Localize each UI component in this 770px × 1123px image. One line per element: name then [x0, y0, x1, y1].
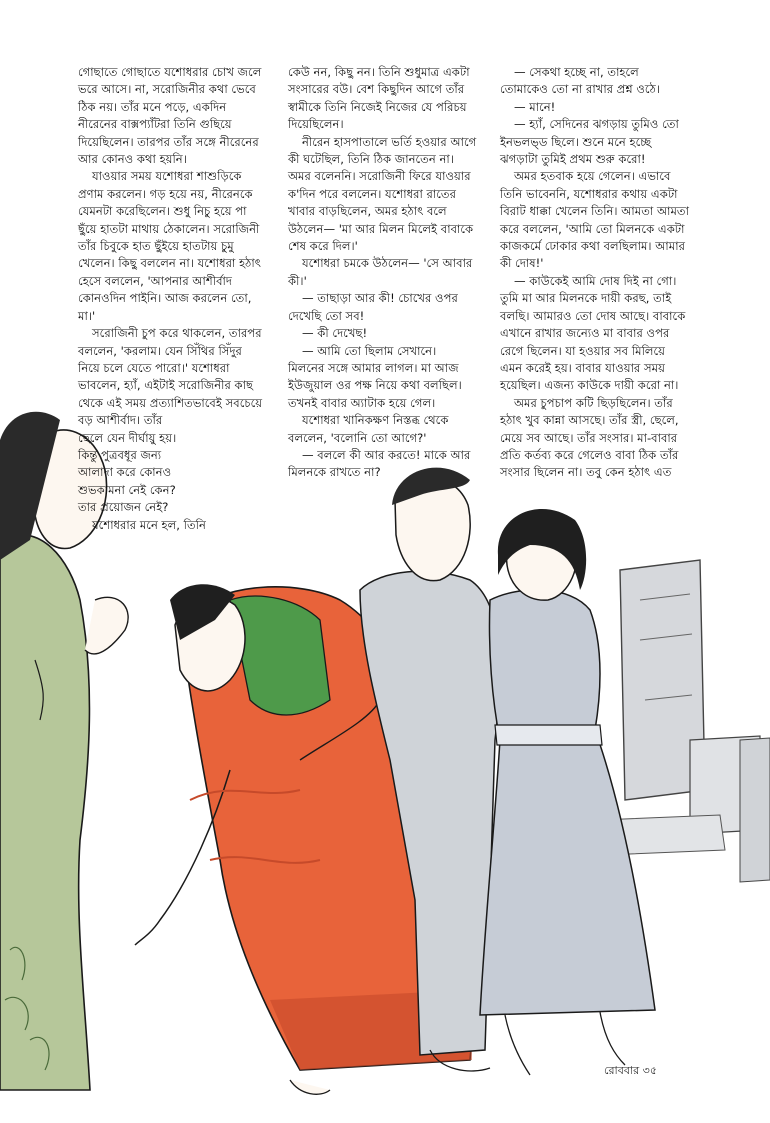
text-line: বিরাট ধাক্কা খেলেন তিনি। আমতা আমতা: [500, 204, 689, 219]
text-line: হয়েছিল। এজন্য কাউকে দায়ী করো না।: [500, 378, 679, 393]
text-line: মেয়ে সব আছে। তাঁর সংসার। মা-বাবার: [500, 430, 678, 445]
text-line: যশোধরার মনে হল, তিনি: [92, 517, 206, 532]
text-line: অমর চুপচাপ কটি ছিড়ছিলেন। তাঁর: [514, 395, 673, 410]
text-line: থেকে এই সময় প্রত্যাশিতভাবেই সবচেয়ে: [78, 395, 263, 410]
text-column-3: [500, 64, 700, 482]
text-line: তিনি ভাবেননি, যশোধরার কথায় একটা: [500, 186, 678, 201]
text-line: গোছাতে গোছাতে যশোধরার চোখ জলে: [78, 65, 262, 79]
text-line: খেলেন। কিছু বললেন না। যশোধরা হঠাৎ: [78, 256, 261, 271]
text-line: আলাদা করে কোনও: [78, 465, 172, 480]
text-line: ঠিক নয়। তাঁর মনে পড়ে, একদিন: [78, 99, 227, 114]
text-line: ক'দিন পরে বললেন। যশোধরা রাতের: [288, 186, 456, 201]
text-line: তাঁর চিবুকে হাত ছুঁইয়ে হাতটায় চুমু: [78, 239, 234, 254]
text-line: মিলনের সঙ্গে আমার লাগল। মা আজ: [288, 360, 459, 375]
text-line: — আমি তো ছিলাম সেখানে।: [302, 343, 437, 358]
text-line: কোনওদিন পাইনি। আজ করলেন তো,: [78, 291, 252, 306]
text-line: সংসার ছিলেন না। তবু কেন হঠাৎ এত: [500, 465, 672, 480]
text-line: কেউ নন, কিছু নন। তিনি শুধুমাত্র একটা: [288, 65, 470, 79]
text-line: — হ্যাঁ, সেদিনের ঝগড়ায় তুমিও তো: [514, 117, 679, 132]
text-line: করে বললেন, 'আমি তো মিলনকে একটা: [500, 221, 685, 236]
text-line: বললেন, 'করলাম। যেন সিঁথির সিঁদুর: [78, 343, 242, 358]
text-line: তুমি মা আর মিলনকে দায়ী করছ, তাই: [500, 291, 672, 306]
text-line: মা।': [78, 308, 96, 323]
text-line: যেমনটা করেছিলেন। শুধু নিচু হয়ে পা: [78, 204, 247, 219]
text-line: কী দোষ!': [500, 256, 544, 271]
page-footer: রোববার ৩৫: [604, 1064, 657, 1077]
text-line: নিয়ে চলে যেতে পারো।' যশোধরা: [78, 360, 230, 375]
text-column-1: [78, 64, 274, 534]
text-line: অমর বলেননি। সরোজিনী ফিরে যাওয়ার: [288, 169, 471, 184]
text-line: ইউজুয়াল ওর পক্ষ নিয়ে কথা বলছিল।: [288, 378, 462, 393]
text-line: দেখেছি তো সব!: [288, 308, 365, 323]
text-line: যাওয়ার সময় যশোধরা শাশুড়িকে: [92, 169, 242, 184]
text-line: হঠাৎ খুব কান্না আসছে। তাঁর স্ত্রী, ছেলে,: [500, 413, 679, 428]
text-line: প্রতি কর্তব্য করে গেলেও বাবা ঠিক তাঁর: [500, 447, 679, 462]
text-line: ঝগড়াটা তুমিই প্রথম শুরু করো!: [500, 152, 646, 167]
cabinet-drawing: [600, 560, 770, 882]
text-line: এমন করেই হয়। বাবার যাওয়ার সময়: [500, 360, 665, 375]
text-line: রেগে ছিলেন। যা হওয়ার সব মিলিয়ে: [500, 343, 666, 358]
text-line: ইনভলভ্ড ছিলে। শুনে মনে হচ্ছে: [500, 134, 652, 149]
text-line: স্বামীকে তিনি নিজেই নিজের যে পরিচয়: [288, 99, 467, 114]
text-column-2: [288, 64, 484, 482]
text-line: কী।': [288, 273, 307, 288]
text-line: তার প্রয়োজন নেই?: [78, 500, 169, 515]
text-line: দিয়েছিলেন। তারপর তাঁর সঙ্গে নীরেনের: [78, 134, 259, 149]
text-line: — মানে!: [514, 99, 556, 114]
text-line: ছুঁয়ে হাতটা মাথায় ঠেকালেন। সরোজিনী: [78, 221, 260, 236]
text-line: বললেন, 'বলোনি তো আগে?': [288, 430, 427, 445]
text-line: বলছি। আমারও তো দোষ আছে। বাবাকে: [500, 308, 686, 323]
text-line: — কী দেখেছ!: [302, 326, 368, 341]
text-line: কাজকর্মে ঢোকার কথা বলছিলাম। আমার: [500, 239, 685, 254]
text-line: — সেকথা হচ্ছে না, তাহলে: [514, 65, 639, 79]
text-line: সংসারের বউ। বেশ কিছুদিন আগে তাঁর: [288, 82, 465, 97]
text-line: তখনই বাবার অ্যাটাক হয়ে গেল।: [288, 395, 436, 410]
text-line: ভাবলেন, হ্যাঁ, এইটাই সরোজিনীর কাছ: [78, 378, 254, 393]
text-line: কী ঘটেছিল, তিনি ঠিক জানতেন না।: [288, 152, 454, 167]
text-line: শুভকামনা নেই কেন?: [78, 482, 176, 497]
text-line: সরোজিনী চুপ করে থাকলেন, তারপর: [92, 326, 262, 341]
text-line: নীরেন হাসপাতালে ভর্তি হওয়ার আগে: [302, 134, 477, 149]
text-line: ভরে আসে। না, সরোজিনীর কথা ভেবে: [78, 82, 256, 97]
text-line: কিন্তু পুত্রবধূর জন্য: [78, 447, 162, 462]
text-line: উঠলেন— 'মা আর মিলন মিলেই বাবাকে: [288, 221, 474, 236]
text-line: — বললে কী আর করতে! মাকে আর: [302, 447, 471, 462]
text-line: হেসে বললেন, 'আপনার আশীর্বাদ: [78, 273, 233, 288]
text-line: ছেলে যেন দীর্ঘায়ু হয়।: [78, 430, 177, 445]
text-line: বড় আশীর্বাদ। তাঁর: [78, 413, 163, 428]
text-line: মিলনকে রাখতে না?: [288, 465, 381, 480]
text-line: শেষ করে দিল।': [288, 239, 358, 254]
text-line: অমর হতবাক হয়ে গেলেন। এভাবে: [514, 169, 671, 184]
text-line: যশোধরা চমকে উঠলেন— 'সে আবার: [302, 256, 473, 271]
text-line: তোমাকেও তো না রাখার প্রশ্ন ওঠে।: [500, 82, 660, 97]
text-line: খাবার বাড়ছিলেন, অমর হঠাৎ বলে: [288, 204, 447, 219]
text-line: প্রণাম করলেন। গড় হয়ে নয়, নীরেনকে: [78, 186, 253, 201]
text-line: যশোধরা খানিকক্ষণ নিস্তব্ধ থেকে: [302, 413, 449, 428]
text-line: — তাছাড়া আর কী! চোখের ওপর: [302, 291, 458, 306]
text-line: — কাউকেই আমি দোষ দিই না গো।: [514, 273, 677, 288]
text-line: এখানে রাখার জন্যেও মা বাবার ওপর: [500, 326, 670, 341]
text-line: নীরেনের বাক্সপ্যাঁটরা তিনি গুছিয়ে: [78, 117, 232, 132]
text-line: আর কোনও কথা হয়নি।: [78, 152, 187, 167]
text-line: দিয়েছিলেন।: [288, 117, 344, 132]
